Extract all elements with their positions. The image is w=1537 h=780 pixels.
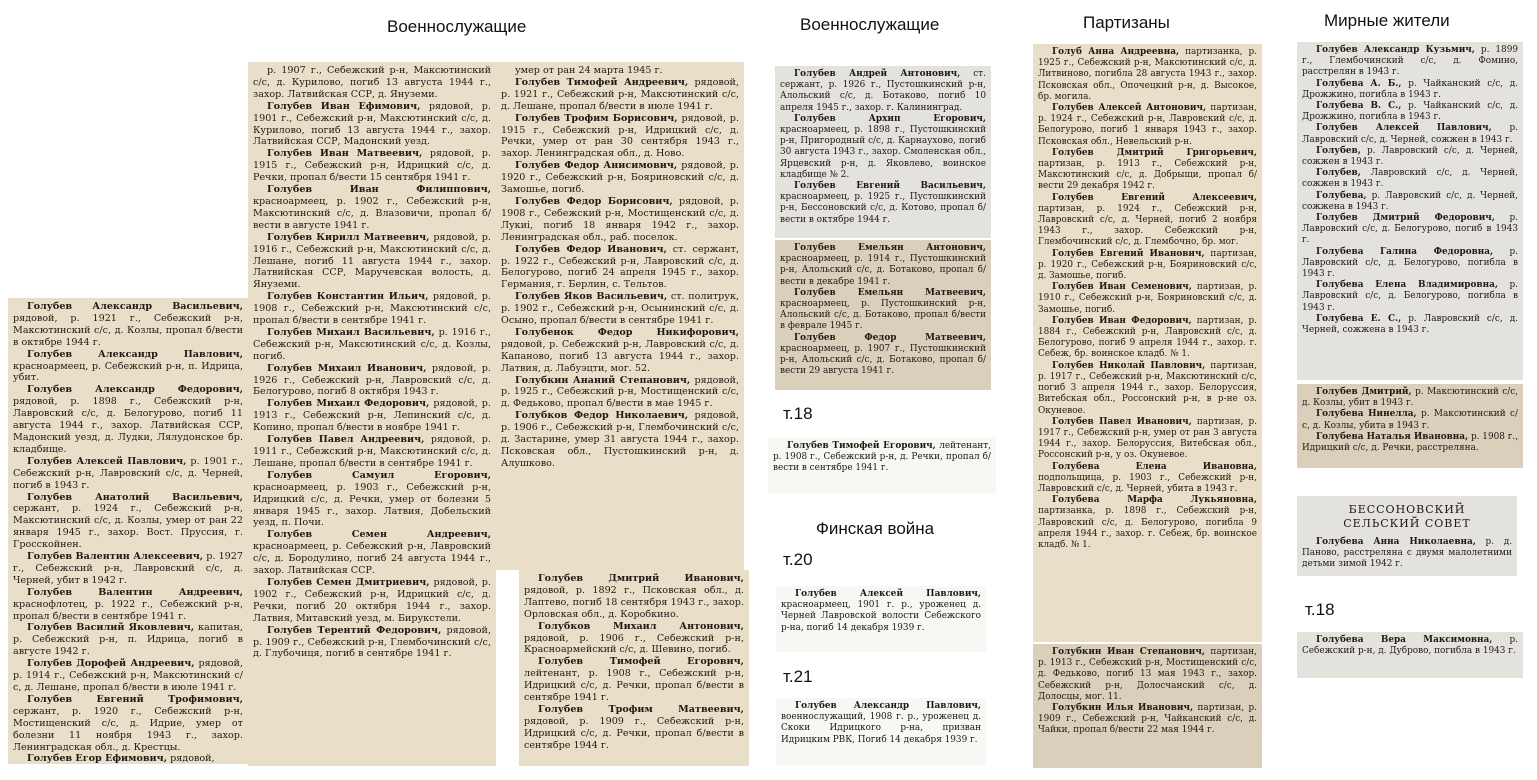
entry-name: Голубев Василий Яковлевич, bbox=[27, 622, 195, 634]
entry-text: ст. сержант, р. 1922 г., Себежский р-н, Лавровский с/с, д. Белогурово, погиб 24 апреля 1945 г., захор. Германия, г. Берлин, с. Тельтов. bbox=[501, 243, 739, 291]
entry-text: партизан, р. 1913 г., Себежский р-н, Максютинский с/с, д. Добрыщи, пропал б/вести 29 декабря 1942 г. bbox=[1038, 159, 1257, 192]
entry-text: лейтенант, р. 1908 г., Себежский р-н, Идрицкий с/с, д. Речки, пропал б/вести в сентябре 1941 г. bbox=[524, 668, 744, 704]
entry-name: Голубев Федор Иванович, bbox=[515, 243, 667, 255]
entry-name: Голубева Нинелла, bbox=[1316, 409, 1417, 420]
entry-name: Голубев Александр Федорович, bbox=[27, 384, 243, 396]
entry-name: Голубев Евгений Трофимович, bbox=[27, 693, 243, 705]
entry-name: Голубева, bbox=[1316, 190, 1367, 201]
entry-text: красноармеец, р. Себежский р-н, п. Идрица, убит. bbox=[13, 360, 243, 384]
list-item bbox=[501, 77, 739, 113]
header-military-2: Военнослужащие bbox=[800, 15, 940, 34]
entry-text: красноармеец, р. 1903 г., Себежский р-н, Идрицкий с/с, д. Речки, умер от болезни 5 января 1945 г., захор. Латвия, Добельский уезд, п. Почи. bbox=[253, 481, 491, 529]
list-item bbox=[1302, 213, 1518, 247]
entry-text: красноармеец, р. 1898 г., Пустошкинский р-н, Пригородный с/с, д. Карнаухово, погиб 30 августа 1943 г., захор. Смоленская обл., Ярцевский р-н, д. Яковлево, воинское кладбище № 2. bbox=[780, 125, 986, 180]
entry-name: Голубков Федор Николаевич, bbox=[515, 410, 689, 422]
entry-text: рядовой, р. 1920 г., Себежский р-н, Бояриновский с/с, д. Замошье, погиб. bbox=[501, 160, 739, 196]
list-item bbox=[1038, 361, 1257, 417]
entry-text: рядовой, р. 1921 г., Себежский р-н, Максютинский с/с, д. Козлы, пропал б/вести в октябре 1944 г. bbox=[13, 312, 243, 348]
entry-text: рядовой, р. 1914 г., Себежский р-н, Максютинский с/с, д. Лешане, пропал б/вести в июле 1941 г. bbox=[13, 658, 243, 693]
entry-name: Голубев Дмитрий Иванович, bbox=[538, 573, 744, 584]
clip-t18-civilians bbox=[1297, 632, 1523, 678]
entry-text: красноармеец, р. Себежский р-н, Лавровский с/с, д. Бородулино, погиб 24 августа 1944 г., захор. Латвийская ССР. bbox=[253, 541, 491, 577]
entry-name: Голубев Алексей Антонович, bbox=[1052, 103, 1207, 114]
list-item bbox=[253, 327, 491, 363]
entry-text: р. Лавровский с/с, д. Белогурово, погиб в 1943 г. bbox=[1302, 213, 1518, 246]
list-item bbox=[253, 232, 491, 292]
entry-text: рядовой, р. 1908 г., Себежский р-н, Максютинский с/с, пропал б/вести в сентябре 1941 г. bbox=[253, 291, 491, 327]
entry-text: партизан, р. 1884 г., Себежский р-н, Лавровский с/с, д. Белогурово, погиб 9 апреля 1944 г., захор. г. Себеж, бр. воинское кладб. № 1. bbox=[1038, 315, 1258, 360]
list-item bbox=[253, 291, 491, 327]
list-item bbox=[1302, 168, 1518, 190]
list-item bbox=[253, 434, 491, 470]
entry-name: Голубев Николай Павлович, bbox=[1052, 360, 1206, 371]
entry-list bbox=[1302, 537, 1512, 571]
entry-name: Голубев Дмитрий Федорович, bbox=[1316, 213, 1495, 224]
list-item bbox=[524, 573, 744, 621]
entry-text: партизанка, р. 1925 г., Себежский р-н, Максютинский с/с, д. Литвиново, погибла 28 августа 1943 г., захор. Псковская обл., Опочецкий р-н, д. Высокое, бр. могила. bbox=[1038, 47, 1258, 102]
entry-name: Голубев Александр Васильевич, bbox=[27, 301, 243, 312]
entry-name: Голубев Самуил Егорович, bbox=[267, 469, 491, 481]
entry-name: Голубев Константин Ильич, bbox=[267, 291, 429, 303]
entry-name: Голубкин Иван Степанович, bbox=[1052, 647, 1205, 657]
entry-name: Голубев Трофим Матвеевич, bbox=[538, 703, 744, 715]
entry-text: красноармеец, р. 1902 г., Себежский р-н, Максютинский с/с, д. Влазовичи, пропал б/вести в августе 1941 г. bbox=[253, 195, 491, 231]
list-item bbox=[253, 101, 491, 149]
entry-name: Голубев Михаил Федорович, bbox=[267, 398, 430, 410]
entry-name: Голубев Иван Матвеевич, bbox=[267, 148, 423, 160]
list-item bbox=[253, 625, 491, 661]
list-item bbox=[1302, 635, 1518, 657]
list-item bbox=[1302, 314, 1518, 336]
list-item bbox=[1302, 146, 1518, 168]
entry-text: р. Чайканский с/с, д. Дрожжино, погибла в 1943 г. bbox=[1302, 101, 1519, 123]
entry-name: Голубев, bbox=[1316, 168, 1361, 179]
entry-name: Голубева Вера Максимовна, bbox=[1316, 635, 1493, 645]
list-item bbox=[1302, 409, 1518, 431]
entry-text: рядовой, р. 1908 г., Себежский р-н, Мостищенский с/с, д. Лукиi, погиб 18 января 1942 г., захор. Ленинградская обл., раб. поселок. bbox=[501, 195, 739, 243]
header-finnish-war: Финская война bbox=[816, 519, 935, 538]
entry-text: р. 1908 г., Идрицкий с/с, д. Речки, расстреляна. bbox=[1302, 431, 1519, 454]
entry-text: р. Лавровский с/с, д. Черней, сожжен в 1943 г. bbox=[1302, 123, 1518, 145]
entry-list bbox=[1302, 387, 1518, 454]
entry-text: подпольщица, р. 1903 г., Себежский р-н, Лавровский с/с, д. Черней, убита в 1943 г. bbox=[1038, 472, 1257, 494]
list-item bbox=[1038, 462, 1257, 496]
entry-name: Голубев, bbox=[1316, 145, 1361, 156]
entry-name: Голубев Андрей Антонович, bbox=[794, 69, 961, 79]
list-item bbox=[1302, 79, 1518, 101]
list-item bbox=[1038, 495, 1257, 551]
list-item bbox=[501, 410, 739, 470]
entry-list bbox=[781, 701, 981, 746]
clip-military2-top bbox=[775, 66, 991, 238]
list-item bbox=[13, 694, 243, 754]
list-item bbox=[1038, 417, 1257, 462]
list-item bbox=[780, 181, 986, 226]
entry-text: р. Себежский р-н, д. Дуброво, погибла в 1943 г. bbox=[1302, 635, 1518, 657]
entry-name: Голубев Иван Федорович, bbox=[1052, 315, 1192, 326]
entry-text: рядовой, р. 1909 г., Себежский р-н, Идрицкий с/с, д. Речки, пропал б/вести в сентябре 1944 г. bbox=[524, 715, 744, 751]
list-item bbox=[1302, 280, 1518, 314]
entry-text: р. Лавровский с/с, д. Черней, сожжена в 1943 г. bbox=[1302, 313, 1518, 336]
list-item bbox=[13, 658, 243, 694]
entry-text: рядовой, р. 1911 г., Себежский р-н, Максютинский с/с, д. Лешане, пропал б/вести в сентябре 1941 г. bbox=[253, 434, 491, 469]
header-civilians: Мирные жители bbox=[1324, 11, 1450, 30]
list-item bbox=[1038, 148, 1257, 193]
list-item bbox=[13, 492, 243, 552]
entry-text: рядовой, р. 1925 г., Себежский р-н, Мостищенский с/с, д. Федьково, пропал б/вести в мае 1945 г. bbox=[501, 374, 739, 410]
entry-name: Голубев Валентин Андреевич, bbox=[27, 586, 243, 598]
entry-text: рядовой, р. 1915 г., Себежский р-н, Идрицкий с/с, д. Речки, умер от ран 30 сентября 1943 г., захор. Ленинградская обл., д. Ново. bbox=[501, 112, 739, 160]
list-item bbox=[1038, 647, 1257, 703]
list-item bbox=[253, 529, 491, 577]
clip-civilians-mid bbox=[1297, 384, 1523, 468]
clip-t18 bbox=[768, 438, 996, 494]
clip-t20 bbox=[776, 586, 986, 652]
entry-text: красноармеец, 1901 г. р., уроженец д. Черней Лавровской волости Себежского р-на, погиб 14 декабря 1939 г. bbox=[781, 600, 981, 633]
list-item bbox=[780, 243, 986, 288]
entry-name: Голубев Федор Борисович, bbox=[515, 195, 673, 207]
entry-text: краснофлотец, р. 1922 г., Себежский р-н, пропал б/вести в сентябре 1941 г. bbox=[13, 598, 243, 622]
entry-name: Голубев Терентий Федорович, bbox=[267, 624, 442, 636]
entry-text: рядовой, р. 1909 г., Себежский р-н, Глембочинский с/с, д. Глубочиця, погиб в сентябре 1941 г. bbox=[253, 624, 491, 660]
list-item bbox=[1302, 537, 1512, 571]
entry-text: р. 1901 г., Себежский р-н, Лавровский с/с, д. Черней, погиб в 1943 г. bbox=[13, 455, 243, 491]
entry-name: Голубева Елена Владимировна, bbox=[1316, 280, 1498, 291]
section-title-line-2: СЕЛЬСКИЙ СОВЕТ bbox=[1343, 517, 1471, 530]
header-partisans: Партизаны bbox=[1083, 13, 1170, 32]
entry-text: р. Лавровский с/с, д. Белогурово, погибла в 1943 г. bbox=[1302, 280, 1518, 313]
entry-name: Голубев Емельян Матвеевич, bbox=[794, 287, 986, 298]
header-military-1: Военнослужащие bbox=[387, 17, 527, 36]
list-item bbox=[524, 621, 744, 657]
list-item bbox=[1038, 282, 1257, 316]
entry-text: рядовой, р. 1921 г., Себежский р-н, Максютинский с/с, д. Лешане, пропал б/вести в июле 1941 г. bbox=[501, 76, 739, 112]
clip-civilians bbox=[1297, 42, 1523, 380]
entry-text: капитан, р. Себежский р-н, п. Идрица, погиб в августе 1942 г. bbox=[13, 622, 243, 658]
entry-text: рядовой, bbox=[170, 753, 215, 764]
list-item bbox=[13, 753, 243, 764]
entry-name: Голубев Архип Егорович, bbox=[794, 113, 986, 124]
entry-list bbox=[1302, 45, 1518, 336]
entry-name: Голубков Михаил Антонович, bbox=[538, 620, 744, 632]
entry-list bbox=[1302, 635, 1518, 657]
list-item bbox=[1302, 387, 1518, 409]
clip-military-right bbox=[496, 62, 744, 570]
list-item bbox=[781, 701, 981, 746]
entry-text: р. Максютинский с/с, д. Козлы, убит в 1943 г. bbox=[1302, 387, 1519, 409]
clip-t21 bbox=[776, 698, 986, 766]
list-item bbox=[501, 160, 739, 196]
clip-bessonovsky bbox=[1297, 496, 1517, 576]
entry-text: красноармеец, р. 1914 г., Пустошкинский р-н, Алольский с/с, д. Ботаково, пропал б/вести в декабре 1941 г. bbox=[780, 254, 986, 287]
entry-list bbox=[524, 573, 744, 752]
entry-name: Голубева Галина Федоровна, bbox=[1316, 246, 1494, 257]
entry-list bbox=[780, 243, 986, 377]
entry-list bbox=[773, 441, 991, 475]
entry-list bbox=[781, 589, 981, 634]
list-item bbox=[13, 384, 243, 455]
clip-military-middle bbox=[248, 62, 496, 766]
entry-name: Голубев Михаил Иванович, bbox=[267, 362, 427, 374]
list-item bbox=[1038, 47, 1257, 103]
clip-partisans-bottom bbox=[1033, 644, 1262, 768]
entry-name: Голубев Трофим Борисович, bbox=[515, 112, 678, 124]
list-item bbox=[253, 184, 491, 232]
entry-name: Голубева Наталья Ивановна, bbox=[1316, 431, 1469, 442]
entry-text: лейтенант, р. 1908 г., Себежский р-н, д. Речки, пропал б/вести в сентябре 1941 г. bbox=[773, 441, 992, 474]
entry-name: Голубев Дмитрий Григорьевич, bbox=[1052, 147, 1257, 158]
list-item bbox=[1038, 103, 1257, 148]
list-item bbox=[1038, 193, 1257, 249]
entry-text: сержант, р. 1920 г., Себежский р-н, Мостищенский с/с, д. Идрие, умер от болезни 11 ноября 1943 г., захор. Ленинградская обл., д. Крестцы. bbox=[13, 705, 243, 753]
list-item bbox=[1038, 703, 1257, 737]
list-item bbox=[501, 65, 739, 77]
entry-list bbox=[13, 301, 243, 764]
entry-text: красноармеец, р. Пустошкинский р-н, Алольский с/с, д. Ботаково, пропал б/вести в феврале 1945 г. bbox=[780, 299, 986, 332]
entry-name: Голубева Елена Ивановна, bbox=[1052, 461, 1257, 472]
section-title bbox=[1302, 499, 1512, 531]
list-item bbox=[1302, 191, 1518, 213]
entry-name: Голубев Яков Васильевич, bbox=[515, 291, 668, 303]
section-title-line-1: БЕССОНОВСКИЙ bbox=[1348, 503, 1466, 516]
entry-name: Голубев Валентин Алексеевич, bbox=[27, 551, 204, 563]
clip-partisans bbox=[1033, 44, 1262, 642]
entry-name: Голубева В. С., bbox=[1316, 101, 1402, 112]
entry-text: партизан, р. 1920 г., Себежский р-н, Бояриновский с/с, д. Замошье, погиб. bbox=[1038, 248, 1257, 282]
entry-name: Голубев Павел Иванович, bbox=[1052, 416, 1192, 427]
list-item bbox=[501, 113, 739, 161]
entry-name: Голубев Тимофей Егорович, bbox=[787, 441, 936, 451]
volume-label-t21: т.21 bbox=[783, 667, 813, 686]
list-item bbox=[13, 622, 243, 658]
list-item bbox=[1302, 123, 1518, 145]
entry-text: партизан, р. 1913 г., Себежский р-н, Мостищенский с/с, д. Федьково, погиб 13 мая 1943 г., захор. Себежский р-н, Долосчанский с/с, д. Долосцы, мог. 11. bbox=[1038, 647, 1258, 702]
entry-text: рядовой, р. 1902 г., Себежский р-н, Идрицкий с/с, д. Речки, погиб 20 октября 1944 г., захор. Латвия, Митавский уезд, м. Бирукстели. bbox=[253, 576, 491, 624]
entry-text: рядовой, р. 1901 г., Себежский р-н, Максютинский с/с, д. Курилово, погиб 13 августа 1944 г., захор. Латвийская ССР, Мадонский уезд. bbox=[253, 100, 491, 148]
entry-text: рядовой, р. 1915 г., Себежский р-н, Идрицкий с/с, д. Речки, пропал б/вести 15 сентября 1941 г. bbox=[253, 148, 491, 184]
entry-name: Голубенок Федор Никифорович, bbox=[515, 326, 739, 338]
list-item bbox=[1038, 316, 1257, 361]
entry-text: рядовой, р. 1926 г., Себежский р-н, Лавровский с/с, д. Белогурово, погиб 8 октября 1943 г. bbox=[253, 362, 491, 398]
entry-text: р. 1916 г., Себежский р-н, Максютинский с/с, д. Козлы, погиб. bbox=[253, 326, 491, 362]
entry-list bbox=[501, 65, 739, 470]
list-item bbox=[501, 327, 739, 375]
list-item bbox=[1038, 249, 1257, 283]
entry-text: ст. политрук, р. 1902 г., Себежский р-н, Осынинский с/с, д. Осыно, пропал б/вести в сентябре 1941 г. bbox=[501, 291, 739, 327]
entry-name: Голубев Дмитрий, bbox=[1316, 387, 1412, 397]
volume-label-t20: т.20 bbox=[783, 550, 813, 569]
list-item bbox=[1302, 247, 1518, 281]
entry-text: р. Максютинский с/с, д. Козлы, убита в 1943 г. bbox=[1302, 409, 1518, 431]
entry-name: Голубев Александр Павлович, bbox=[795, 701, 981, 711]
list-item bbox=[773, 441, 991, 475]
entry-name: Голубев Алексей Павлович, bbox=[27, 455, 187, 467]
entry-name: Голубев Иван Семенович, bbox=[1052, 282, 1192, 293]
entry-text: красноармеец, р. 1907 г., Пустошкинский р-н, Алольский с/с, д. Ботаково, пропал б/вести 29 августа 1941 г. bbox=[780, 343, 986, 377]
entry-list bbox=[253, 65, 491, 660]
clip-military2-bottom bbox=[775, 240, 991, 390]
entry-text: партизан, р. 1910 г., Себежский р-н, Бояриновский с/с, д. Замошье, погиб. bbox=[1038, 282, 1257, 315]
entry-text: р. д. Паново, расстреляна с двумя малолетними детьми зимой 1942 г. bbox=[1302, 537, 1513, 570]
entry-name: Голубев Семен Дмитриевич, bbox=[267, 576, 430, 588]
list-item bbox=[253, 398, 491, 434]
entry-text: р. Чайканский с/с, д. Дрожжино, погибла в 1943 г. bbox=[1302, 78, 1519, 100]
entry-name: Голубев Алексей Павлович, bbox=[1316, 123, 1492, 134]
entry-name: Голубев Павел Андреевич, bbox=[267, 434, 425, 446]
list-item bbox=[524, 704, 744, 752]
clip-military-left bbox=[8, 298, 248, 764]
entry-text: рядовой, р. 1906 г., Себежский р-н, Красноармейский с/с, д. Шевино, погиб. bbox=[524, 632, 744, 656]
entry-list bbox=[780, 69, 986, 226]
entry-name: Голубева А. Б., bbox=[1316, 78, 1402, 89]
list-item bbox=[501, 375, 739, 411]
list-item bbox=[780, 69, 986, 114]
list-item bbox=[13, 456, 243, 492]
entry-name: Голубев Александр Кузьмич, bbox=[1316, 45, 1475, 55]
list-item bbox=[253, 148, 491, 184]
entry-name: Голуб Анна Андреевна, bbox=[1052, 47, 1180, 57]
entry-name: Голубев Евгений Иванович, bbox=[1052, 248, 1205, 259]
entry-name: Голубев Егор Ефимович, bbox=[27, 753, 168, 764]
entry-text: рядовой, р. 1913 г., Себежский р-н, Лепинский с/с, д. Копино, пропал б/вести в ноябре 1941 г. bbox=[253, 398, 491, 434]
list-item bbox=[253, 577, 491, 625]
entry-name: Голубев Тимофей Егорович, bbox=[538, 656, 744, 668]
entry-name: Голубев Тимофей Андреевич, bbox=[515, 76, 689, 88]
list-item bbox=[1302, 45, 1518, 79]
volume-label-t18: т.18 bbox=[783, 404, 813, 423]
entry-name: Голубев Федор Матвеевич, bbox=[794, 332, 986, 343]
list-item bbox=[780, 114, 986, 181]
entry-name: Голубев Иван Ефимович, bbox=[267, 100, 421, 112]
list-item bbox=[780, 333, 986, 378]
list-item bbox=[253, 470, 491, 530]
entry-text: р. 1927 г., Себежский р-н, Лавровский с/с, д. Черней, убит в 1942 г. bbox=[13, 551, 243, 586]
list-item bbox=[13, 301, 243, 349]
entry-name: Голубев Емельян Антонович, bbox=[794, 243, 986, 253]
list-item bbox=[13, 349, 243, 385]
list-item bbox=[1302, 101, 1518, 123]
entry-name: Голубев Семен Андреевич, bbox=[267, 529, 491, 541]
clip-military-lower bbox=[519, 570, 749, 766]
entry-text: красноармеец, р. 1925 г., Пустошкинский р-н, Бессоновский с/с, д. Котово, пропал б/вести в октябре 1944 г. bbox=[780, 192, 986, 225]
entry-name: Голубева Анна Николаевна, bbox=[1316, 537, 1476, 547]
entry-name: Голубев Алексей Павлович, bbox=[795, 589, 981, 599]
entry-text: рядовой, р. 1906 г., Себежский р-н, Глембочинский с/с, д. Застарине, умер 31 августа 1944 г., захор. Псковская обл., Пустошкинский р-н, д. Алушково. bbox=[501, 410, 739, 469]
list-item bbox=[13, 587, 243, 623]
entry-text: р. 1899 г., Глембочинский с/с, д. Фомино, расстрелян в 1943 г. bbox=[1302, 45, 1518, 78]
entry-text: сержант, р. 1924 г., Себежский р-н, Максютинский с/с, д. Козлы, умер от ран 22 января 1945 г., захор. Вост. Пруссия, г. Гросскойнен. bbox=[13, 503, 243, 551]
list-item bbox=[501, 196, 739, 244]
list-item bbox=[781, 589, 981, 634]
entry-name: Голубева Марфа Лукьяновна, bbox=[1052, 495, 1257, 506]
entry-text: р. 1907 г., Себежский р-н, Максютинский с/с, д. Курилово, погиб 13 августа 1944 г., захор. Латвийская ССР, д. Януземи. bbox=[253, 65, 491, 100]
entry-text: р. Лавровский с/с, д. Черней, сожжен в 1943 г. bbox=[1302, 145, 1518, 168]
entry-name: Голубкин Илья Иванович, bbox=[1052, 703, 1194, 714]
entry-text: партизанка, р. 1898 г., Себежский р-н, Лавровский с/с, д. Белогурово, погибла 9 апреля 1944 г., захор. г. Себеж, бр. воинское кладб. № 1. bbox=[1038, 506, 1257, 550]
list-item bbox=[501, 244, 739, 292]
entry-name: Голубев Евгений Васильевич, bbox=[794, 181, 986, 192]
entry-text: умер от ран 24 марта 1945 г. bbox=[515, 65, 663, 76]
entry-text: рядовой, р. Себежский р-н, Лавровский с/с, д. Капаново, погиб 13 августа 1944 г., захор. Латвия, д. Лабуэцти, мог. 52. bbox=[501, 338, 739, 374]
entry-text: ст. сержант, р. 1926 г., Пустошкинский р-н, Алольский с/с, д. Ботаково, погиб 10 апреля 1945 г., захор. г. Калининград. bbox=[780, 69, 986, 113]
list-item bbox=[524, 656, 744, 704]
entry-list bbox=[1038, 647, 1257, 737]
entry-name: Голубев Федор Анисимович, bbox=[515, 160, 678, 172]
entry-text: Лавровский с/с, д. Черней, сожжен в 1943 г. bbox=[1302, 168, 1519, 190]
entry-text: рядовой, р. 1916 г., Себежский р-н, Максютинский с/с, д. Лешане, погиб 11 августа 1944 г., захор. Латвийская ССР, Маручевская волость, д. Януземи. bbox=[253, 231, 491, 291]
volume-label-t18-civilians: т.18 bbox=[1305, 600, 1335, 619]
entry-name: Голубев Александр Павлович, bbox=[27, 348, 243, 360]
entry-name: Голубев Кирилл Матвеевич, bbox=[267, 231, 430, 243]
entry-text: р. Лавровский с/с, д. Черней, сожжена в 1943 г. bbox=[1302, 190, 1518, 212]
entry-text: партизан, р. 1924 г., Себежский р-н, Лавровский с/с, д. Черней, погиб 2 ноября 1943 г., захор. Себежский р-н, Глембочинский с/с, д. Глембочно, бр. мог. bbox=[1038, 203, 1257, 248]
list-item bbox=[780, 288, 986, 333]
entry-name: Голубев Дорофей Андреевич, bbox=[27, 658, 195, 670]
entry-list bbox=[1038, 47, 1257, 551]
entry-text: партизан, р. 1924 г., Себежский р-н, Лавровский с/с, д. Белогурово, погиб 1 января 1943 г., захор. Псковская обл., Невельский р-н. bbox=[1038, 103, 1257, 147]
entry-text: партизан, р. 1917 г., Себежский р-н, Максютинский с/с, погиб 3 апреля 1944 г., захор. Белоруссия, Витебская обл., Россонский р-н, в р-не оз. Окуневое. bbox=[1038, 360, 1257, 416]
entry-text: военнослужащий, 1908 г. р., уроженец д. Скоки Идрицкого р-на, призван Идрицким РВК, Погиб 14 декабря 1939 г. bbox=[781, 712, 981, 745]
entry-name: Голубкин Ананий Степанович, bbox=[515, 374, 691, 386]
entry-text: партизан, р. 1909 г., Себежский р-н, Чайканский с/с, д. Чайки, пропал б/вести 22 мая 1944 г. bbox=[1038, 703, 1258, 736]
entry-name: Голубев Михаил Васильевич, bbox=[267, 326, 435, 338]
list-item bbox=[501, 291, 739, 327]
entry-text: рядовой, р. 1892 г., Псковская обл., д. Лаптево, погиб 18 сентября 1943 г., захор. Орловская обл., д. Коробкино. bbox=[524, 584, 744, 620]
entry-text: партизан, р. 1917 г., Себежский р-н, умер от ран 3 августа 1944 г., захор. Белоруссия, Витебская обл., Россонский р-н, у оз. Окуневое. bbox=[1038, 416, 1258, 461]
entry-name: Голубев Евгений Алексеевич, bbox=[1052, 192, 1257, 203]
list-item bbox=[1302, 432, 1518, 454]
entry-text: рядовой, р. 1898 г., Себежский р-н, Лавровский с/с, д. Белогурово, погиб 11 августа 1944 г., захор. Латвийская ССР, Мадонский уезд, д. Лудки, Лялудонское бр. кладбище. bbox=[13, 396, 243, 455]
list-item bbox=[253, 65, 491, 101]
list-item bbox=[253, 363, 491, 399]
entry-text: р. Лавровский с/с, д. Белогурово, погибла в 1943 г. bbox=[1302, 246, 1518, 280]
entry-name: Голубев Иван Филиппович, bbox=[267, 184, 491, 196]
entry-name: Голубев Анатолий Васильевич, bbox=[27, 491, 243, 503]
list-item bbox=[13, 551, 243, 587]
entry-name: Голубева Е. С., bbox=[1316, 313, 1402, 324]
